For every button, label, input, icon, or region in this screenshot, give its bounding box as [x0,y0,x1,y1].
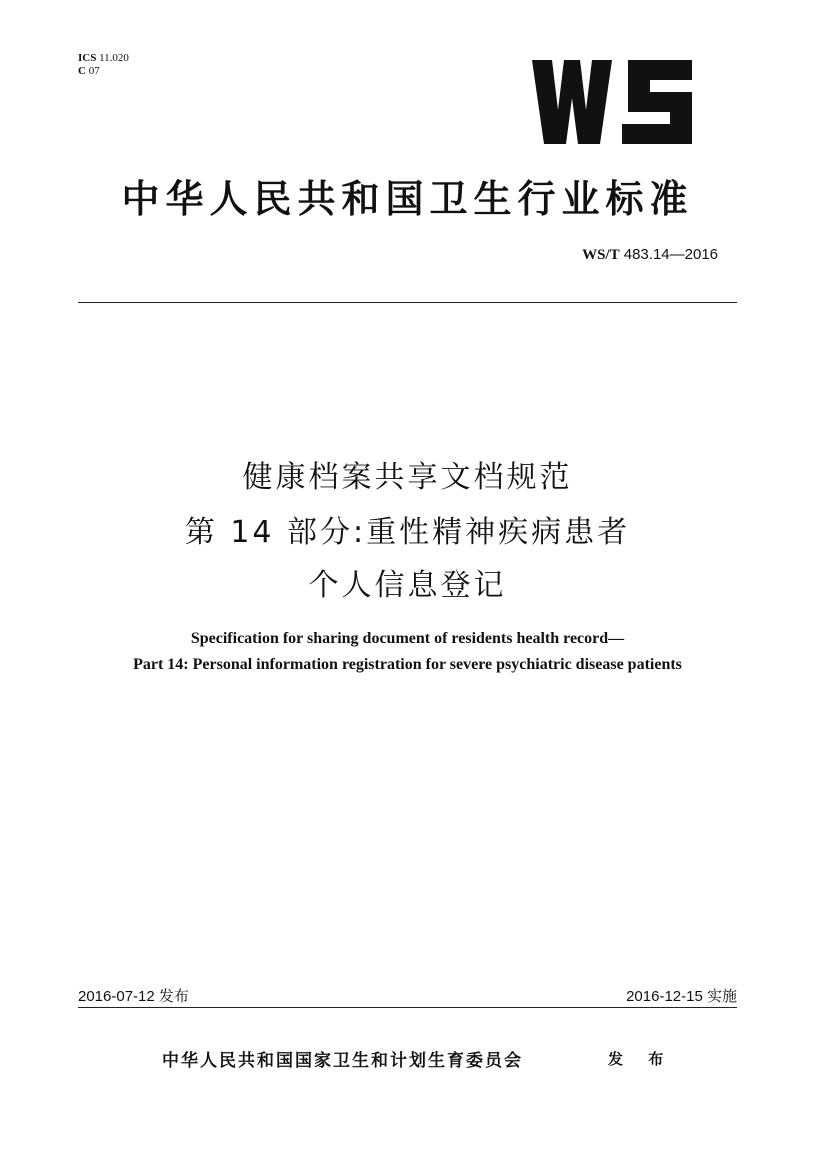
org-title: 中华人民共和国卫生行业标准 [121,177,694,221]
standard-number [582,246,718,264]
implement-date: 2016-12-15 实施 [626,988,737,1005]
standard-prefix: WS/T [582,247,620,263]
chinese-title-line-2: 第 14 部分:重性精神疾病患者 [184,515,631,550]
issue-label: 发 布 [608,1050,674,1068]
chinese-title-line-3: 个人信息登记 [308,568,507,603]
english-title-line-1: Specification for sharing document of residents health record— [190,630,625,647]
chinese-title-line-1: 健康档案共享文档规范 [242,460,573,495]
english-title-line-2: Part 14: Personal information registration for severe psychiatric disease patients [133,656,682,673]
ics-code-block [78,52,129,78]
issuing-authority: 中华人民共和国国家卫生和计划生育委员会 [162,1051,523,1071]
ws-logo [532,60,694,144]
top-divider [78,302,737,303]
ccs-label: C [78,65,86,77]
ccs-code: 07 [88,65,100,77]
standard-code: 483.14—2016 [623,246,718,263]
ics-label: ICS [78,52,97,64]
ics-code: 11.020 [99,52,129,64]
bottom-divider [78,1007,737,1008]
publish-date: 2016-07-12 发布 [78,988,189,1005]
